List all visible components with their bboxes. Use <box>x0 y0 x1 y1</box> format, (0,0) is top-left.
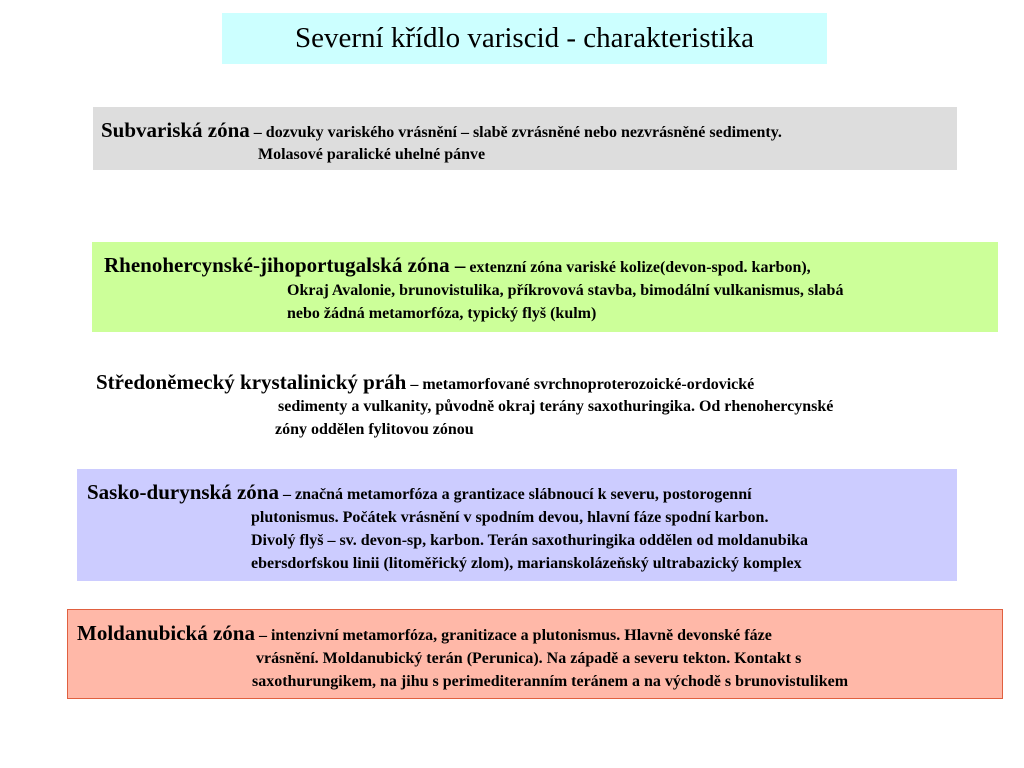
zone-rhenohercynska-text-3: nebo žádná metamorfóza, typický flyš (kulm) <box>287 305 597 322</box>
zone-subvariska-text-2: Molasové paralické uhelné pánve <box>258 146 486 163</box>
zone-rhenohercynska-text-2: Okraj Avalonie, brunovistulika, příkrovová stavba, bimodální vulkanismus, slabá <box>287 282 844 299</box>
zone-stredonemecky-text-1: – metamorfované svrchnoproterozoické-ordovické <box>410 376 755 393</box>
zone-sasko-durynska-text-1: – značná metamorfóza a grantizace slábnoucí k severu, postorogenní <box>282 486 752 503</box>
zone-stredonemecky-text-3: zóny oddělen fylitovou zónou <box>275 421 474 438</box>
zone-sasko-durynska-text-4: ebersdorfskou linii (litoměřický zlom), marianskolázeňský ultrabazický komplex <box>251 555 802 572</box>
zone-sasko-durynska-text-2: plutonismus. Počátek vrásnění v spodním devou, hlavní fáze spodní karbon. <box>251 509 769 526</box>
zone-stredonemecky-line-1 <box>96 370 754 395</box>
zone-sasko-durynska <box>77 469 957 581</box>
zone-moldanubicka-text-2: vrásnění. Moldanubický terán (Perunica). Na západě a severu tekton. Kontakt s <box>256 650 802 667</box>
zone-subvariska-name: Subvariská zóna <box>101 118 250 142</box>
zone-stredonemecky <box>86 365 996 447</box>
zone-sasko-durynska-name: Sasko-durynská zóna <box>87 480 279 504</box>
zone-moldanubicka-name: Moldanubická zóna <box>77 621 255 645</box>
zone-stredonemecky-text-2: sedimenty a vulkanity, původně okraj terány saxothuringika. Od rhenohercynské <box>278 398 834 415</box>
zone-rhenohercynska-text-1: extenzní zóna variské kolize(devon-spod. karbon), <box>469 259 811 276</box>
zone-subvariska-line-1 <box>101 118 782 143</box>
zone-moldanubicka <box>67 609 1003 699</box>
slide-title: Severní křídlo variscid - charakteristika <box>222 13 827 64</box>
zone-rhenohercynska-line-1 <box>104 253 811 278</box>
zone-rhenohercynska-name: Rhenohercynské-jihoportugalská zóna – <box>104 253 466 277</box>
zone-subvariska-text-1: – dozvuky variského vrásnění – slabě zvrásněné nebo nezvrásněné sedimenty. <box>253 124 782 141</box>
zone-sasko-durynska-line-1 <box>87 480 752 505</box>
zone-subvariska <box>93 107 957 170</box>
zone-moldanubicka-line-1 <box>77 621 772 646</box>
zone-moldanubicka-text-1: – intenzivní metamorfóza, granitizace a plutonismus. Hlavně devonské fáze <box>258 627 772 644</box>
zone-sasko-durynska-text-3: Divolý flyš – sv. devon-sp, karbon. Terán saxothuringika oddělen od moldanubika <box>251 532 809 549</box>
zone-rhenohercynska <box>92 242 998 332</box>
zone-moldanubicka-text-3: saxothurungikem, na jihu s perimediteranním teránem a na východě s brunovistulikem <box>252 673 849 690</box>
zone-stredonemecky-name: Středoněmecký krystalinický práh <box>96 370 407 394</box>
